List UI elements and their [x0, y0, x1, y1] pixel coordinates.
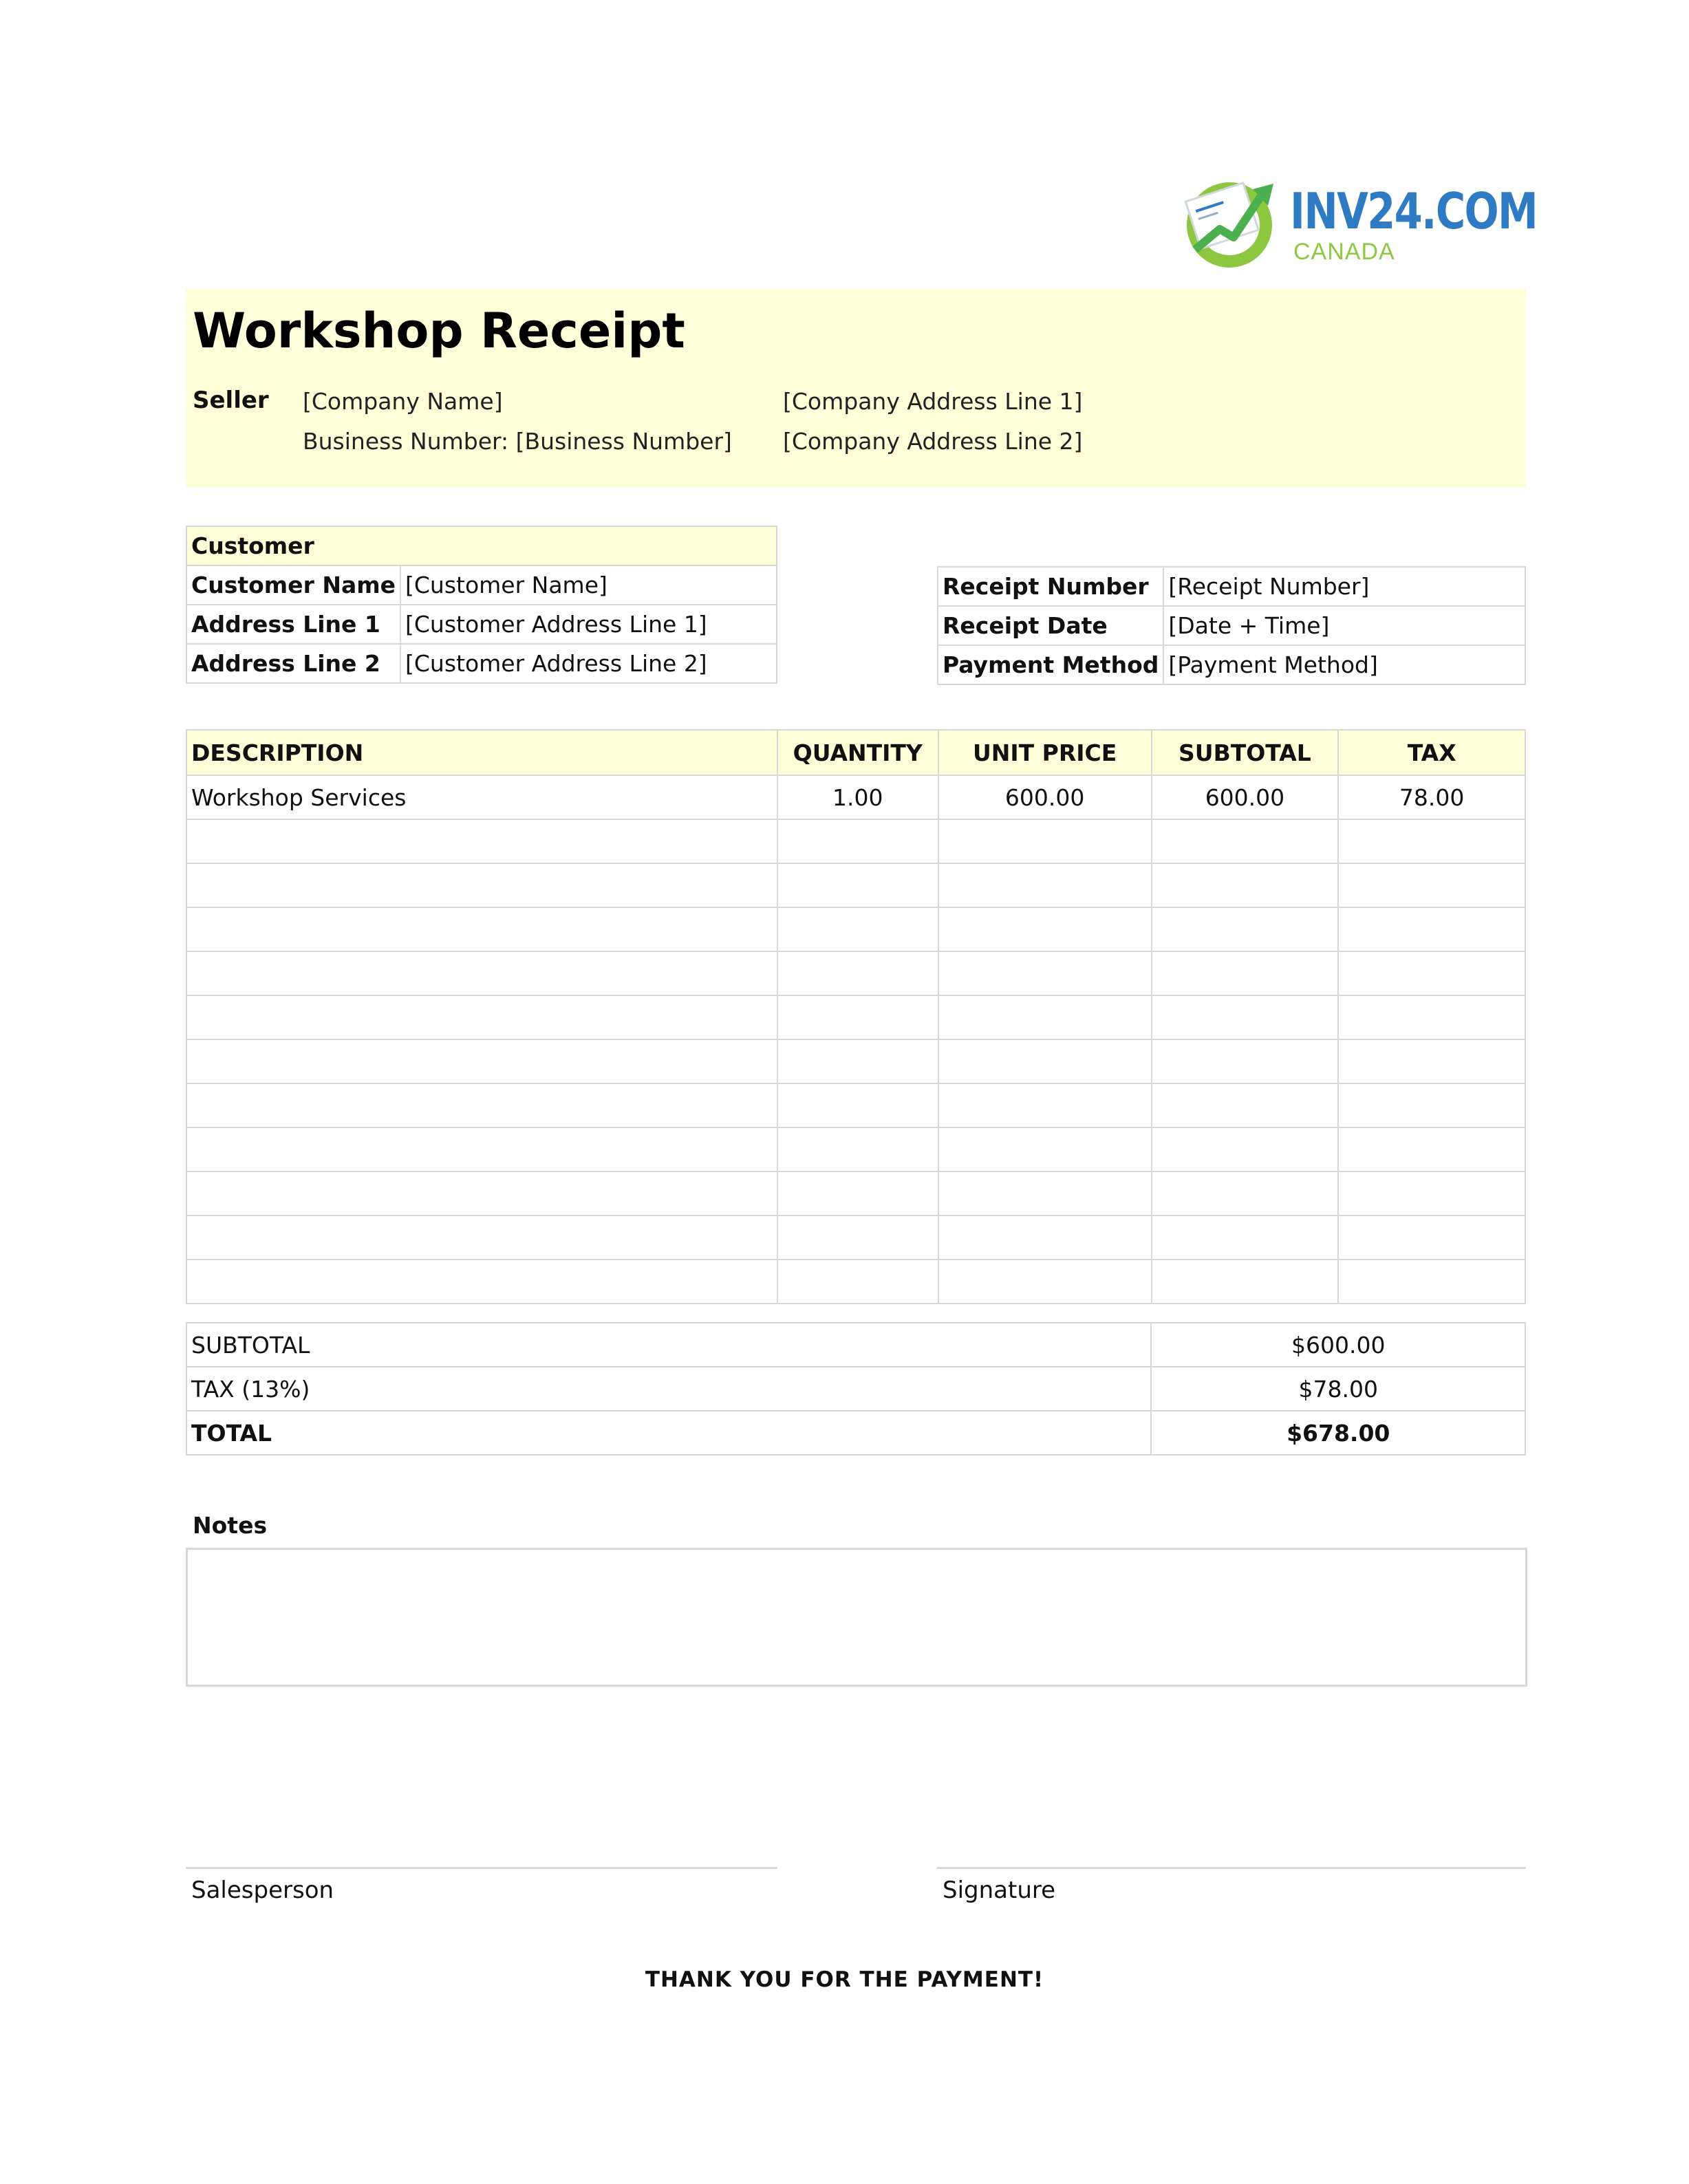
item-quantity: 1.00: [777, 775, 938, 819]
logo-brand: INV24.COM: [1290, 182, 1538, 240]
empty-cell: [777, 1127, 938, 1171]
empty-table-row: [186, 1259, 1525, 1304]
signature-line: [937, 1867, 1526, 1869]
receipt-date-label: Receipt Date: [938, 606, 1163, 645]
subtotal-row: [186, 1323, 1525, 1367]
empty-cell: [1152, 951, 1339, 995]
notes-label: Notes: [193, 1512, 268, 1539]
empty-cell: [1152, 907, 1339, 951]
empty-cell: [186, 1171, 777, 1215]
empty-cell: [186, 1127, 777, 1171]
items-header-row: [186, 730, 1525, 775]
empty-cell: [1152, 1259, 1339, 1304]
thank-you-message: THANK YOU FOR THE PAYMENT!: [645, 1967, 1044, 1992]
empty-cell: [1338, 907, 1525, 951]
receipt-info-table: [937, 566, 1526, 685]
table-row: [938, 567, 1525, 606]
empty-cell: [186, 1039, 777, 1083]
empty-cell: [777, 863, 938, 907]
seller-address-line-1: [Company Address Line 1]: [783, 388, 1083, 415]
empty-cell: [777, 1083, 938, 1127]
empty-cell: [938, 1215, 1152, 1259]
empty-table-row: [186, 1039, 1525, 1083]
tax-amount: $78.00: [1151, 1367, 1525, 1411]
empty-cell: [1338, 1127, 1525, 1171]
empty-table-row: [186, 1171, 1525, 1215]
empty-cell: [186, 863, 777, 907]
empty-cell: [777, 1215, 938, 1259]
empty-cell: [1338, 819, 1525, 863]
empty-cell: [938, 819, 1152, 863]
empty-cell: [1338, 951, 1525, 995]
total-label: TOTAL: [186, 1411, 1151, 1455]
company-logo: [1180, 169, 1538, 272]
empty-cell: [1338, 1083, 1525, 1127]
address-line-2-value: [Customer Address Line 2]: [400, 644, 777, 683]
empty-cell: [1152, 863, 1339, 907]
receipt-chart-icon: [1180, 169, 1283, 272]
totals-table: [186, 1322, 1526, 1456]
empty-cell: [1152, 1127, 1339, 1171]
empty-cell: [777, 995, 938, 1039]
empty-cell: [1152, 1171, 1339, 1215]
empty-table-row: [186, 1215, 1525, 1259]
logo-country: CANADA: [1293, 239, 1395, 265]
empty-table-row: [186, 1083, 1525, 1127]
empty-cell: [186, 907, 777, 951]
item-description: Workshop Services: [186, 775, 777, 819]
address-line-1-label: Address Line 1: [186, 605, 400, 644]
address-line-1-value: [Customer Address Line 1]: [400, 605, 777, 644]
empty-cell: [1152, 1083, 1339, 1127]
empty-cell: [777, 1171, 938, 1215]
item-subtotal: 600.00: [1152, 775, 1339, 819]
empty-cell: [1152, 995, 1339, 1039]
empty-cell: [938, 1083, 1152, 1127]
empty-cell: [186, 819, 777, 863]
empty-cell: [1338, 995, 1525, 1039]
empty-cell: [938, 907, 1152, 951]
empty-cell: [777, 819, 938, 863]
empty-cell: [938, 1171, 1152, 1215]
empty-cell: [938, 863, 1152, 907]
empty-cell: [186, 1259, 777, 1304]
table-row: [186, 565, 777, 605]
empty-cell: [1338, 1171, 1525, 1215]
item-tax: 78.00: [1338, 775, 1525, 819]
receipt-number-value: [Receipt Number]: [1163, 567, 1525, 606]
empty-cell: [1152, 819, 1339, 863]
seller-company-name: [Company Name]: [303, 388, 503, 415]
empty-cell: [186, 1215, 777, 1259]
total-amount: $678.00: [1151, 1411, 1525, 1455]
receipt-date-value: [Date + Time]: [1163, 606, 1525, 645]
page-title: Workshop Receipt: [193, 303, 685, 359]
empty-cell: [1338, 1215, 1525, 1259]
empty-cell: [938, 1039, 1152, 1083]
empty-table-row: [186, 819, 1525, 863]
notes-field[interactable]: [186, 1548, 1527, 1687]
tax-label: TAX (13%): [186, 1367, 1151, 1411]
subtotal-label: SUBTOTAL: [186, 1323, 1151, 1367]
salesperson-label: Salesperson: [191, 1877, 334, 1904]
seller-business-number: Business Number: [Business Number]: [303, 428, 732, 455]
header-description: DESCRIPTION: [186, 730, 777, 775]
empty-cell: [1338, 1039, 1525, 1083]
header-tax: TAX: [1338, 730, 1525, 775]
subtotal-amount: $600.00: [1151, 1323, 1525, 1367]
empty-cell: [186, 995, 777, 1039]
table-row: [186, 644, 777, 683]
empty-cell: [777, 907, 938, 951]
total-row: [186, 1411, 1525, 1455]
header-subtotal: SUBTOTAL: [1152, 730, 1339, 775]
payment-method-value: [Payment Method]: [1163, 645, 1525, 684]
empty-table-row: [186, 907, 1525, 951]
empty-table-row: [186, 1127, 1525, 1171]
header-quantity: QUANTITY: [777, 730, 938, 775]
seller-address-line-2: [Company Address Line 2]: [783, 428, 1083, 455]
table-row: [186, 775, 1525, 819]
table-row: [186, 605, 777, 644]
salesperson-line: [186, 1867, 777, 1869]
customer-header: Customer: [186, 526, 777, 565]
empty-cell: [938, 995, 1152, 1039]
empty-cell: [1152, 1039, 1339, 1083]
address-line-2-label: Address Line 2: [186, 644, 400, 683]
empty-cell: [938, 1259, 1152, 1304]
empty-cell: [1338, 863, 1525, 907]
empty-table-row: [186, 863, 1525, 907]
signature-label: Signature: [943, 1877, 1056, 1904]
empty-cell: [1152, 1215, 1339, 1259]
payment-method-label: Payment Method: [938, 645, 1163, 684]
empty-cell: [186, 1083, 777, 1127]
empty-cell: [938, 1127, 1152, 1171]
seller-label: Seller: [193, 387, 269, 414]
empty-cell: [777, 951, 938, 995]
empty-cell: [1338, 1259, 1525, 1304]
table-row: [938, 645, 1525, 684]
empty-cell: [777, 1259, 938, 1304]
customer-name-label: Customer Name: [186, 565, 400, 605]
header-unit-price: UNIT PRICE: [938, 730, 1152, 775]
customer-name-value: [Customer Name]: [400, 565, 777, 605]
empty-table-row: [186, 995, 1525, 1039]
item-unit-price: 600.00: [938, 775, 1152, 819]
empty-cell: [938, 951, 1152, 995]
empty-table-row: [186, 951, 1525, 995]
empty-cell: [777, 1039, 938, 1083]
receipt-number-label: Receipt Number: [938, 567, 1163, 606]
empty-cell: [186, 951, 777, 995]
table-row: [938, 606, 1525, 645]
items-table: [186, 729, 1526, 1304]
tax-row: [186, 1367, 1525, 1411]
customer-table: [186, 526, 777, 684]
